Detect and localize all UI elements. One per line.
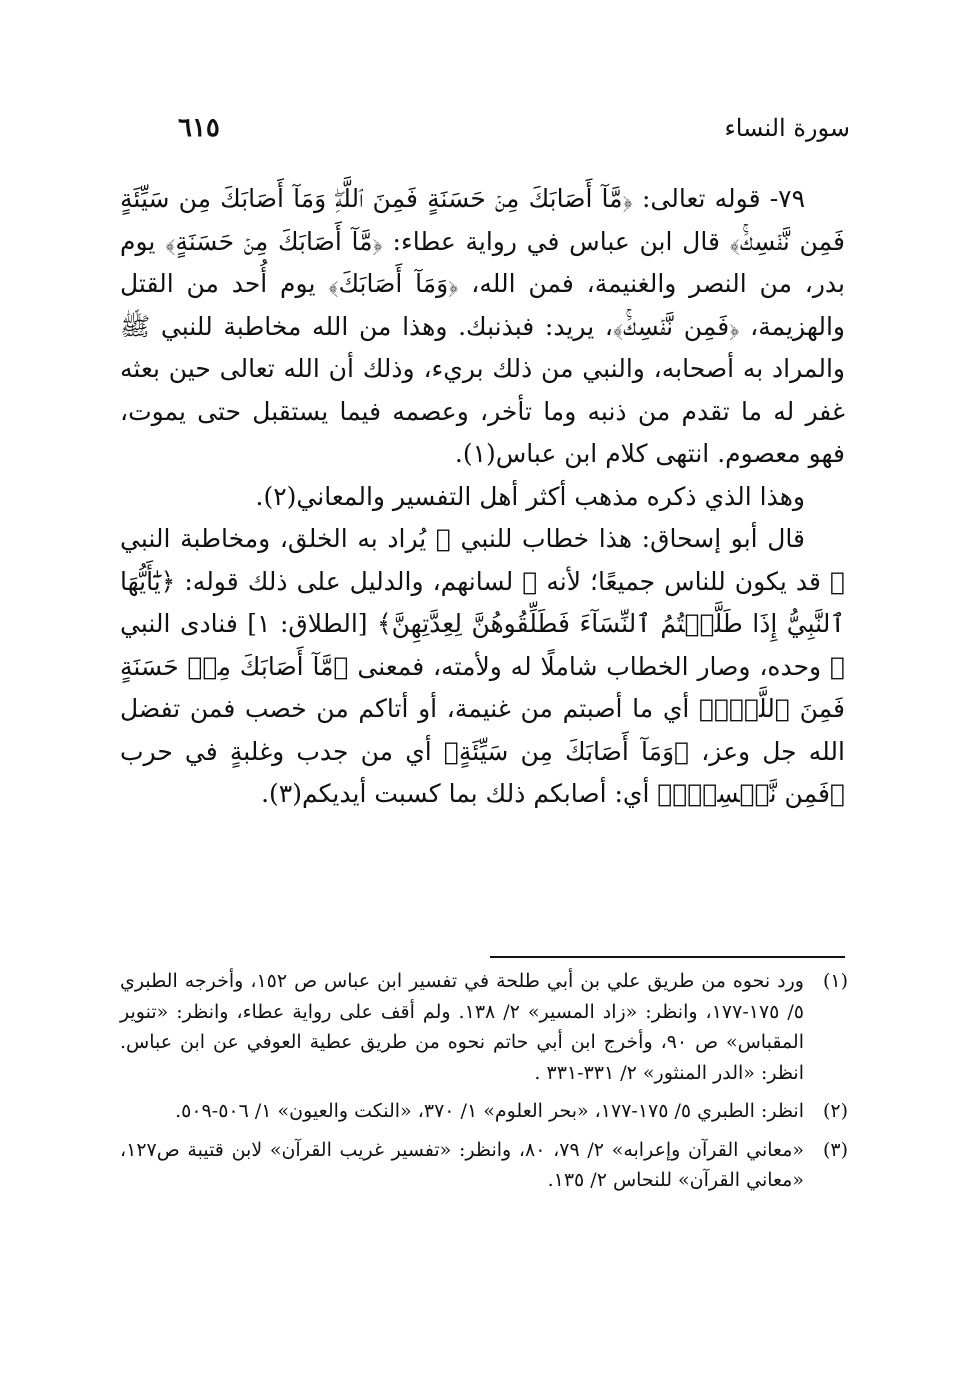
footnote-text: ورد نحوه من طريق علي بن أبي طلحة في تفسير ابن عباس ص ١٥٢، وأخرجه الطبري ٥/ ١٧٥-١٧٧، وانظر: «زاد المسير» ٢/ ١٣٨. ولم أقف على رواية عطاء، وانظر: «تنوير المقباس» ص ٩٠، وأخرج ابن أبي حاتم نحوه من طريق عطية العوفي عن ابن عباس. انظر: «الدر المنثور» ٢/ ٣٣١-٣٣١ . bbox=[120, 970, 804, 1084]
page-number: ٦١٥ bbox=[178, 113, 220, 143]
footnote bbox=[120, 1135, 848, 1196]
footnote-divider bbox=[490, 956, 845, 958]
page-header bbox=[150, 108, 850, 148]
footnotes bbox=[120, 966, 848, 1204]
main-text bbox=[120, 178, 845, 816]
footnote-number: (٢) bbox=[822, 1100, 848, 1122]
footnote bbox=[120, 966, 848, 1088]
paragraph: قال أبو إسحاق: هذا خطاب للنبي ﷺ يُراد به الخلق، ومخاطبة النبي ﷺ قد يكون للناس جميعًا؛ لأنه ﷺ لسانهم، والدليل على ذلك قوله: ﴿يَٰٓأَيُّهَا ٱلنَّبِيُّ إِذَا طَلَّقۡتُمُ ٱلنِّسَآءَ فَطَلِّقُوهُنَّ لِعِدَّتِهِنَّ﴾ [الطلاق: ١] فنادى النبي ﷺ وحده، وصار الخطاب شاملًا له ولأمته، فمعنى ﴿مَّآ أَصَابَكَ مِنۡ حَسَنَةٍ فَمِنَ ٱللَّهِۖ﴾ أي ما أصبتم من غنيمة، أو أتاكم من خصب فمن تفضل الله جل وعز، ﴿وَمَآ أَصَابَكَ مِن سَيِّئَةٍ﴾ أي من جدب وغلبةٍ في حرب ﴿فَمِن نَّفۡسِكَۚ﴾ أي: أصابكم ذلك بما كسبت أيديكم(٣). bbox=[120, 524, 845, 808]
paragraph: وهذا الذي ذكره مذهب أكثر أهل التفسير والمعاني(٢). bbox=[255, 481, 805, 511]
paragraph: ٧٩- قوله تعالى: ﴿مَّآ أَصَابَكَ مِنۡ حَسَنَةٍ فَمِنَ ٱللَّهِۖ وَمَآ أَصَابَكَ مِن سَيِّئَةٍ فَمِن نَّفۡسِكَۚ﴾ قال ابن عباس في رواية عطاء: ﴿مَّآ أَصَابَكَ مِنۡ حَسَنَةٍ﴾ يوم بدر، من النصر والغنيمة، فمن الله، ﴿وَمَآ أَصَابَكَ﴾ يوم أُحد من القتل والهزيمة، ﴿فَمِن نَّفۡسِكَۚ﴾، يريد: فبذنبك. وهذا من الله مخاطبة للنبي ﷺ والمراد به أصحابه، والنبي من ذلك بريء، وذلك أن الله تعالى حين بعثه غفر له ما تقدم من ذنبه وما تأخر، وعصمه فيما يستقبل حتى يموت، فهو معصوم. انتهى كلام ابن عباس(١). bbox=[120, 184, 845, 468]
running-title: سورة النساء bbox=[724, 114, 850, 142]
footnote-number: (٣) bbox=[822, 1138, 848, 1161]
footnote bbox=[120, 1096, 848, 1127]
footnote-text: انظر: الطبري ٥/ ١٧٥-١٧٧، «بحر العلوم» ١/ ٣٧٠، «النكت والعيون» ١/ ٥٠٦-٥٠٩. bbox=[175, 1100, 804, 1122]
footnote-text: «معاني القرآن وإعرابه» ٢/ ٧٩، ٨٠، وانظر: «تفسير غريب القرآن» لابن قتيبة ص١٢٧، «معاني القرآن» للنحاس ٢/ ١٣٥. bbox=[120, 1138, 805, 1191]
footnote-number: (١) bbox=[822, 970, 848, 992]
